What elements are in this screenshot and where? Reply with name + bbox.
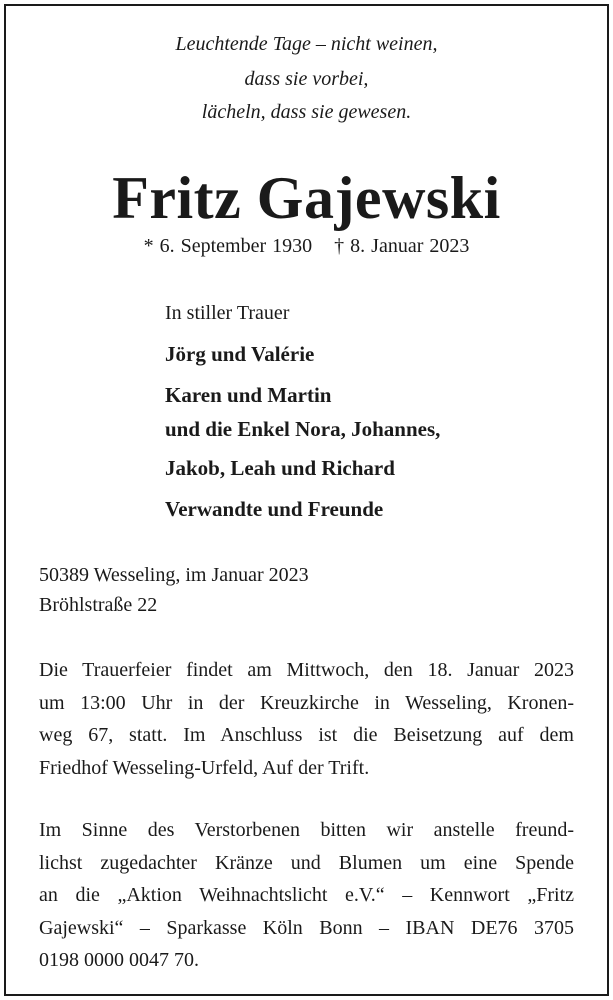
ceremony-paragraph	[39, 654, 574, 784]
address-place-date: 50389 Wesseling, im Januar 2023	[39, 564, 309, 586]
motto-line-2: dass sie vorbei,	[244, 68, 369, 90]
donation-line-1: Im Sinne des Verstorbenen bitten wir anstelle freund-	[39, 819, 574, 841]
address-street: Bröhlstraße 22	[39, 594, 158, 616]
donation-paragraph	[39, 814, 574, 977]
donation-line-2: lichst zugedachter Kränze und Blumen um eine Spende	[39, 851, 574, 874]
mourner-line-3: und die Enkel Nora, Johannes,	[165, 417, 441, 441]
motto-line-3: lächeln, dass sie gewesen.	[201, 101, 412, 123]
donation-line-3: an die „Aktion Weihnachtslicht e.V.“ – Kennwort „Fritz	[39, 884, 574, 906]
birth-date: * 6. September 1930	[143, 235, 313, 257]
mourner-line-2: Karen und Martin	[165, 383, 332, 407]
ceremony-line-1: Die Trauerfeier findet am Mittwoch, den 18. Januar 2023	[39, 659, 574, 681]
donation-line-4: Gajewski“ – Sparkasse Köln Bonn – IBAN DE76 3705	[39, 916, 574, 939]
deceased-name: Fritz Gajewski	[112, 165, 501, 231]
ceremony-line-2: um 13:00 Uhr in der Kreuzkirche in Wesseling, Kronen-	[39, 691, 574, 714]
mourner-line-4: Jakob, Leah und Richard	[165, 456, 395, 480]
mourning-intro: In stiller Trauer	[165, 302, 290, 324]
donation-line-5: 0198 0000 0047 70.	[39, 949, 199, 971]
mourner-line-5: Verwandte und Freunde	[165, 497, 384, 521]
ceremony-line-3: weg 67, statt. Im Anschluss ist die Beisetzung auf dem	[39, 724, 574, 746]
life-dates	[0, 235, 613, 258]
ceremony-line-4: Friedhof Wesseling-Urfeld, Auf der Trift.	[39, 756, 370, 779]
death-date: † 8. Januar 2023	[334, 235, 470, 257]
mourner-line-1: Jörg und Valérie	[165, 342, 315, 366]
motto-line-1: Leuchtende Tage – nicht weinen,	[175, 33, 438, 55]
